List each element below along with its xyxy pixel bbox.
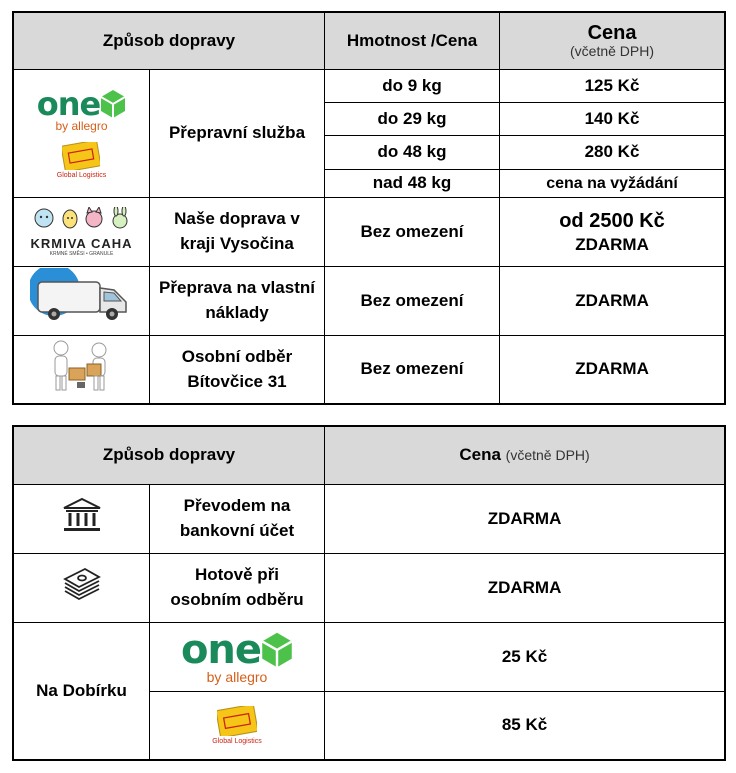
payment-price: ZDARMA [325, 485, 725, 554]
header-method: Způsob dopravy [14, 13, 325, 70]
header-price: Cena (včetně DPH) [325, 427, 725, 485]
weight-limit: Bez omezení [325, 267, 500, 336]
bank-icon [14, 485, 150, 554]
krmiva-caha-logo: KRMIVA CAHA KRMNÉ SMĚSI • GRANULE [14, 198, 150, 267]
cod-price: 85 Kč [325, 692, 725, 760]
shipping-table [13, 12, 725, 404]
method-name: Osobní odběr Bítovčice 31 [150, 336, 325, 404]
shipping-price: ZDARMA [500, 267, 725, 336]
tier-weight: do 9 kg [325, 70, 500, 103]
weight-limit: Bez omezení [325, 198, 500, 267]
method-name: Naše doprava v kraji Vysočina [150, 198, 325, 267]
courier-package-icon [14, 336, 150, 404]
payment-method-label: Převodem na bankovní účet [150, 485, 325, 554]
carrier-service: Přepravní služba [150, 70, 325, 198]
shipping-price: od 2500 Kč ZDARMA [500, 198, 725, 267]
tier-price: cena na vyžádání [500, 170, 725, 198]
gls-badge-icon [62, 142, 100, 170]
tier-weight: nad 48 kg [325, 170, 500, 198]
tier-price: 280 Kč [500, 136, 725, 170]
weight-limit: Bez omezení [325, 336, 500, 404]
header-price [500, 13, 725, 70]
payment-price: ZDARMA [325, 554, 725, 623]
payment-table [13, 426, 725, 760]
gls-logo: Global Logistics [57, 142, 106, 179]
cash-icon [14, 554, 150, 623]
header-method: Způsob dopravy [14, 427, 325, 485]
one-allegro-logo: one by allegro [150, 623, 325, 692]
method-name: Přeprava na vlastní náklady [150, 267, 325, 336]
one-allegro-logo: one by allegro [37, 88, 126, 132]
tier-weight: do 29 kg [325, 103, 500, 136]
gls-badge-icon [217, 706, 257, 736]
tier-price: 140 Kč [500, 103, 725, 136]
one-cube-icon [261, 631, 293, 669]
cod-label: Na Dobírku [14, 623, 150, 760]
cod-price: 25 Kč [325, 623, 725, 692]
payment-method-label: Hotově při osobním odběru [150, 554, 325, 623]
header-weight-price: Hmotnost /Cena [325, 13, 500, 70]
pets-icon [30, 207, 134, 229]
header-price-label: Cena [587, 22, 637, 45]
header-price-note: (včetně DPH) [570, 43, 655, 60]
one-cube-icon [100, 89, 126, 119]
tier-price: 125 Kč [500, 70, 725, 103]
carrier-logos [14, 70, 150, 198]
tier-weight: do 48 kg [325, 136, 500, 170]
shipping-price: ZDARMA [500, 336, 725, 404]
gls-logo: Global Logistics [150, 692, 325, 760]
van-icon [14, 267, 150, 336]
